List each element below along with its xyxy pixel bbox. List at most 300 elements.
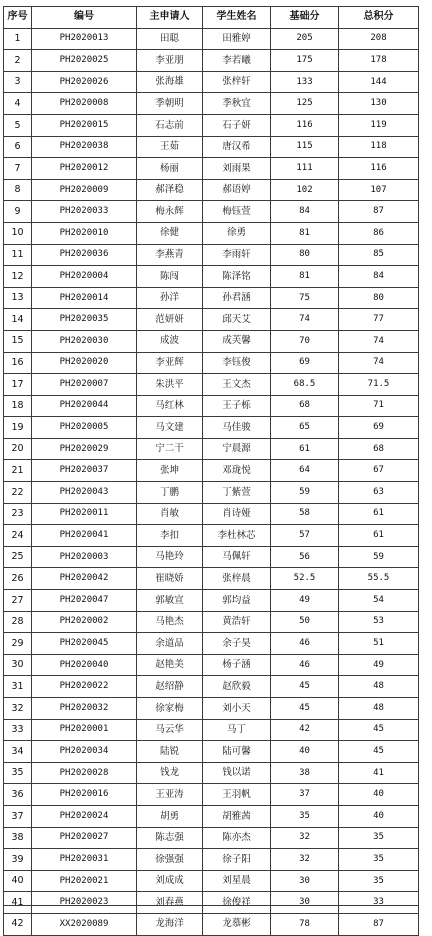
cell-applicant: 李亚朋 (137, 50, 203, 72)
cell-index: 39 (4, 849, 32, 871)
table-row (4, 827, 419, 849)
cell-index: 27 (4, 590, 32, 612)
table-row (4, 136, 419, 158)
cell-base-score: 35 (271, 805, 339, 827)
header-applicant: 主申请人 (137, 7, 203, 29)
cell-id: PH2020016 (32, 784, 137, 806)
table-row (4, 438, 419, 460)
cell-base-score: 175 (271, 50, 339, 72)
cell-total-score: 35 (339, 849, 419, 871)
cell-applicant: 余道品 (137, 633, 203, 655)
table-row (4, 611, 419, 633)
cell-total-score: 107 (339, 179, 419, 201)
table-row (4, 93, 419, 115)
cell-applicant: 李扣 (137, 525, 203, 547)
cell-base-score: 111 (271, 158, 339, 180)
cell-total-score: 208 (339, 28, 419, 50)
table-row (4, 849, 419, 871)
cell-student: 龙慕彬 (203, 913, 271, 935)
table-row (4, 870, 419, 892)
cell-applicant: 马艳杰 (137, 611, 203, 633)
cell-base-score: 115 (271, 136, 339, 158)
cell-base-score: 45 (271, 698, 339, 720)
cell-index: 7 (4, 158, 32, 180)
cell-student: 郭均益 (203, 590, 271, 612)
cell-total-score: 33 (339, 892, 419, 914)
cell-index: 25 (4, 546, 32, 568)
cell-index: 23 (4, 503, 32, 525)
cell-total-score: 63 (339, 482, 419, 504)
table-row (4, 244, 419, 266)
cell-base-score: 32 (271, 849, 339, 871)
cell-total-score: 48 (339, 676, 419, 698)
cell-id: PH2020007 (32, 374, 137, 396)
cell-applicant: 孙洋 (137, 287, 203, 309)
cell-index: 16 (4, 352, 32, 374)
cell-applicant: 李燕青 (137, 244, 203, 266)
table-row (4, 50, 419, 72)
cell-applicant: 胡勇 (137, 805, 203, 827)
cell-student: 邱天艾 (203, 309, 271, 331)
cell-total-score: 118 (339, 136, 419, 158)
cell-index: 10 (4, 222, 32, 244)
cell-student: 唐汉希 (203, 136, 271, 158)
table-row (4, 568, 419, 590)
table-row (4, 417, 419, 439)
cell-total-score: 85 (339, 244, 419, 266)
cell-total-score: 74 (339, 352, 419, 374)
cell-index: 41 (4, 892, 32, 914)
table-row (4, 114, 419, 136)
cell-id: PH2020044 (32, 395, 137, 417)
table-row (4, 805, 419, 827)
cell-applicant: 陆锐 (137, 741, 203, 763)
cell-index: 8 (4, 179, 32, 201)
cell-base-score: 102 (271, 179, 339, 201)
cell-id: PH2020036 (32, 244, 137, 266)
cell-student: 陈泽铭 (203, 266, 271, 288)
cell-applicant: 马艳玲 (137, 546, 203, 568)
cell-base-score: 42 (271, 719, 339, 741)
cell-base-score: 49 (271, 590, 339, 612)
cell-student: 李若曦 (203, 50, 271, 72)
cell-applicant: 朱洪平 (137, 374, 203, 396)
cell-applicant: 杨丽 (137, 158, 203, 180)
cell-base-score: 46 (271, 633, 339, 655)
cell-base-score: 84 (271, 201, 339, 223)
cell-total-score: 130 (339, 93, 419, 115)
cell-index: 20 (4, 438, 32, 460)
cell-total-score: 41 (339, 762, 419, 784)
cell-id: PH2020045 (32, 633, 137, 655)
cell-total-score: 45 (339, 741, 419, 763)
cell-applicant: 王亚涛 (137, 784, 203, 806)
cell-applicant: 刘成成 (137, 870, 203, 892)
cell-base-score: 74 (271, 309, 339, 331)
cell-total-score: 87 (339, 913, 419, 935)
table-row (4, 546, 419, 568)
cell-applicant: 季朝明 (137, 93, 203, 115)
cell-applicant: 龙海洋 (137, 913, 203, 935)
table-row (4, 352, 419, 374)
cell-id: PH2020028 (32, 762, 137, 784)
cell-applicant: 马云华 (137, 719, 203, 741)
cell-student: 李雨轩 (203, 244, 271, 266)
cell-base-score: 64 (271, 460, 339, 482)
cell-student: 季秋宜 (203, 93, 271, 115)
cell-student: 马丁 (203, 719, 271, 741)
cell-index: 40 (4, 870, 32, 892)
cell-id: PH2020031 (32, 849, 137, 871)
cell-student: 王子栎 (203, 395, 271, 417)
cell-student: 丁紫萱 (203, 482, 271, 504)
cell-total-score: 51 (339, 633, 419, 655)
cell-base-score: 30 (271, 870, 339, 892)
cell-id: PH2020010 (32, 222, 137, 244)
cell-applicant: 赵绍静 (137, 676, 203, 698)
cell-applicant: 徐健 (137, 222, 203, 244)
cell-total-score: 178 (339, 50, 419, 72)
cell-index: 11 (4, 244, 32, 266)
cell-student: 梅钰萱 (203, 201, 271, 223)
cell-id: PH2020003 (32, 546, 137, 568)
cell-applicant: 郭敏宣 (137, 590, 203, 612)
cell-index: 22 (4, 482, 32, 504)
cell-base-score: 46 (271, 654, 339, 676)
cell-applicant: 丁鹏 (137, 482, 203, 504)
cell-id: PH2020027 (32, 827, 137, 849)
cell-base-score: 68.5 (271, 374, 339, 396)
cell-index: 1 (4, 28, 32, 50)
cell-base-score: 80 (271, 244, 339, 266)
cell-applicant: 石志前 (137, 114, 203, 136)
table-row (4, 482, 419, 504)
cell-applicant: 马红林 (137, 395, 203, 417)
cell-base-score: 58 (271, 503, 339, 525)
cell-base-score: 125 (271, 93, 339, 115)
cell-student: 肖诗娅 (203, 503, 271, 525)
header-student: 学生姓名 (203, 7, 271, 29)
cell-id: PH2020043 (32, 482, 137, 504)
table-row (4, 741, 419, 763)
cell-student: 马佩轩 (203, 546, 271, 568)
cell-index: 2 (4, 50, 32, 72)
cell-student: 胡雅茜 (203, 805, 271, 827)
cell-student: 马佳骏 (203, 417, 271, 439)
header-id: 编号 (32, 7, 137, 29)
header-index: 序号 (4, 7, 32, 29)
cell-id: PH2020004 (32, 266, 137, 288)
cell-id: PH2020042 (32, 568, 137, 590)
table-row (4, 222, 419, 244)
cell-index: 37 (4, 805, 32, 827)
cell-id: PH2020023 (32, 892, 137, 914)
cell-total-score: 144 (339, 71, 419, 93)
cell-student: 李杜林芯 (203, 525, 271, 547)
table-row (4, 201, 419, 223)
table-row (4, 762, 419, 784)
cell-student: 王羽帆 (203, 784, 271, 806)
cell-base-score: 70 (271, 330, 339, 352)
cell-index: 12 (4, 266, 32, 288)
cell-index: 42 (4, 913, 32, 935)
table-row (4, 374, 419, 396)
cell-applicant: 马文建 (137, 417, 203, 439)
table-row (4, 309, 419, 331)
cell-total-score: 69 (339, 417, 419, 439)
cell-student: 张梓轩 (203, 71, 271, 93)
cell-student: 石子妍 (203, 114, 271, 136)
cell-applicant: 钱龙 (137, 762, 203, 784)
cell-id: PH2020008 (32, 93, 137, 115)
cell-id: PH2020001 (32, 719, 137, 741)
cell-base-score: 75 (271, 287, 339, 309)
cell-student: 邓珑悦 (203, 460, 271, 482)
cell-applicant: 陈闯 (137, 266, 203, 288)
cell-total-score: 48 (339, 698, 419, 720)
table-row (4, 71, 419, 93)
header-row (4, 7, 419, 29)
cell-total-score: 86 (339, 222, 419, 244)
cell-student: 徐勇 (203, 222, 271, 244)
cell-student: 余子昊 (203, 633, 271, 655)
cell-applicant: 张海雄 (137, 71, 203, 93)
cell-total-score: 59 (339, 546, 419, 568)
cell-id: PH2020047 (32, 590, 137, 612)
cell-index: 4 (4, 93, 32, 115)
cell-id: PH2020034 (32, 741, 137, 763)
cell-base-score: 81 (271, 266, 339, 288)
cell-index: 18 (4, 395, 32, 417)
cell-applicant: 成波 (137, 330, 203, 352)
table-row (4, 676, 419, 698)
cell-base-score: 81 (271, 222, 339, 244)
table-body (4, 28, 419, 935)
cell-base-score: 133 (271, 71, 339, 93)
cell-student: 赵欣毅 (203, 676, 271, 698)
cell-index: 30 (4, 654, 32, 676)
cell-index: 29 (4, 633, 32, 655)
cell-id: PH2020035 (32, 309, 137, 331)
header-total-score: 总积分 (339, 7, 419, 29)
cell-index: 36 (4, 784, 32, 806)
table-row (4, 28, 419, 50)
cell-base-score: 61 (271, 438, 339, 460)
cell-applicant: 梅永辉 (137, 201, 203, 223)
cell-id: PH2020037 (32, 460, 137, 482)
table-row (4, 784, 419, 806)
cell-total-score: 35 (339, 870, 419, 892)
cell-base-score: 116 (271, 114, 339, 136)
cell-base-score: 78 (271, 913, 339, 935)
cell-index: 31 (4, 676, 32, 698)
cell-total-score: 54 (339, 590, 419, 612)
cell-index: 34 (4, 741, 32, 763)
cell-index: 32 (4, 698, 32, 720)
cell-applicant: 肖敏 (137, 503, 203, 525)
cell-index: 26 (4, 568, 32, 590)
cell-id: PH2020032 (32, 698, 137, 720)
cell-student: 徐俊祥 (203, 892, 271, 914)
table-row (4, 287, 419, 309)
cell-base-score: 65 (271, 417, 339, 439)
cell-base-score: 40 (271, 741, 339, 763)
cell-total-score: 35 (339, 827, 419, 849)
cell-base-score: 52.5 (271, 568, 339, 590)
cell-total-score: 87 (339, 201, 419, 223)
cell-index: 33 (4, 719, 32, 741)
cell-applicant: 范妍妍 (137, 309, 203, 331)
cell-total-score: 84 (339, 266, 419, 288)
cell-student: 张梓晨 (203, 568, 271, 590)
cell-index: 13 (4, 287, 32, 309)
cell-id: PH2020033 (32, 201, 137, 223)
cell-base-score: 57 (271, 525, 339, 547)
cell-student: 陈亦杰 (203, 827, 271, 849)
table-row (4, 460, 419, 482)
cell-base-score: 205 (271, 28, 339, 50)
cell-id: PH2020002 (32, 611, 137, 633)
cell-index: 28 (4, 611, 32, 633)
cell-id: PH2020015 (32, 114, 137, 136)
cell-index: 17 (4, 374, 32, 396)
cell-index: 38 (4, 827, 32, 849)
cell-total-score: 67 (339, 460, 419, 482)
cell-id: PH2020025 (32, 50, 137, 72)
cell-student: 田雅婷 (203, 28, 271, 50)
cell-student: 李钰俊 (203, 352, 271, 374)
table-row (4, 179, 419, 201)
cell-index: 9 (4, 201, 32, 223)
cell-applicant: 徐家梅 (137, 698, 203, 720)
table-row (4, 330, 419, 352)
cell-applicant: 宁二干 (137, 438, 203, 460)
cell-index: 35 (4, 762, 32, 784)
table-row (4, 633, 419, 655)
cell-total-score: 74 (339, 330, 419, 352)
cell-total-score: 116 (339, 158, 419, 180)
table-row (4, 590, 419, 612)
cell-total-score: 77 (339, 309, 419, 331)
cell-id: PH2020022 (32, 676, 137, 698)
cell-id: PH2020041 (32, 525, 137, 547)
cell-applicant: 刘春燕 (137, 892, 203, 914)
cell-index: 14 (4, 309, 32, 331)
cell-base-score: 59 (271, 482, 339, 504)
score-sheet (3, 6, 419, 936)
table-row (4, 158, 419, 180)
cell-index: 24 (4, 525, 32, 547)
cell-index: 15 (4, 330, 32, 352)
cell-applicant: 李亚辉 (137, 352, 203, 374)
cell-student: 成芙馨 (203, 330, 271, 352)
cell-id: PH2020040 (32, 654, 137, 676)
cell-student: 刘小天 (203, 698, 271, 720)
cell-student: 徐子阳 (203, 849, 271, 871)
cell-id: PH2020011 (32, 503, 137, 525)
cell-id: PH2020013 (32, 28, 137, 50)
cell-base-score: 69 (271, 352, 339, 374)
cell-base-score: 68 (271, 395, 339, 417)
table-row (4, 266, 419, 288)
cell-id: PH2020026 (32, 71, 137, 93)
ranking-table (3, 6, 419, 936)
cell-total-score: 55.5 (339, 568, 419, 590)
cell-id: PH2020029 (32, 438, 137, 460)
cell-id: PH2020012 (32, 158, 137, 180)
cell-id: PH2020024 (32, 805, 137, 827)
table-row (4, 719, 419, 741)
cell-applicant: 田聪 (137, 28, 203, 50)
cell-student: 刘雨果 (203, 158, 271, 180)
cell-student: 钱以诺 (203, 762, 271, 784)
cell-total-score: 40 (339, 784, 419, 806)
cell-total-score: 49 (339, 654, 419, 676)
cell-base-score: 56 (271, 546, 339, 568)
cell-total-score: 71.5 (339, 374, 419, 396)
cell-total-score: 61 (339, 525, 419, 547)
cell-index: 21 (4, 460, 32, 482)
table-row (4, 525, 419, 547)
cell-base-score: 37 (271, 784, 339, 806)
cell-total-score: 45 (339, 719, 419, 741)
cell-index: 19 (4, 417, 32, 439)
cell-applicant: 陈志强 (137, 827, 203, 849)
table-row (4, 395, 419, 417)
partial-next-row (3, 905, 419, 911)
cell-id: PH2020014 (32, 287, 137, 309)
table-row (4, 503, 419, 525)
cell-student: 黄浩轩 (203, 611, 271, 633)
cell-total-score: 40 (339, 805, 419, 827)
cell-id: PH2020005 (32, 417, 137, 439)
table-row (4, 698, 419, 720)
cell-base-score: 30 (271, 892, 339, 914)
cell-applicant: 崔晓娇 (137, 568, 203, 590)
cell-id: XX2020089 (32, 913, 137, 935)
cell-total-score: 61 (339, 503, 419, 525)
cell-applicant: 徐强强 (137, 849, 203, 871)
cell-index: 5 (4, 114, 32, 136)
cell-base-score: 50 (271, 611, 339, 633)
cell-applicant: 赵艳美 (137, 654, 203, 676)
cell-applicant: 郝泽稳 (137, 179, 203, 201)
cell-total-score: 53 (339, 611, 419, 633)
cell-student: 郝语婷 (203, 179, 271, 201)
cell-id: PH2020038 (32, 136, 137, 158)
cell-index: 3 (4, 71, 32, 93)
cell-base-score: 32 (271, 827, 339, 849)
cell-id: PH2020030 (32, 330, 137, 352)
cell-total-score: 68 (339, 438, 419, 460)
cell-id: PH2020009 (32, 179, 137, 201)
cell-total-score: 80 (339, 287, 419, 309)
header-base-score: 基础分 (271, 7, 339, 29)
cell-student: 杨子涵 (203, 654, 271, 676)
cell-student: 刘星晨 (203, 870, 271, 892)
cell-student: 王文杰 (203, 374, 271, 396)
cell-index: 6 (4, 136, 32, 158)
table-row (4, 654, 419, 676)
cell-student: 陆可馨 (203, 741, 271, 763)
cell-id: PH2020020 (32, 352, 137, 374)
cell-base-score: 38 (271, 762, 339, 784)
cell-student: 宁晨源 (203, 438, 271, 460)
cell-applicant: 张坤 (137, 460, 203, 482)
cell-total-score: 71 (339, 395, 419, 417)
cell-student: 孙君涵 (203, 287, 271, 309)
cell-base-score: 45 (271, 676, 339, 698)
